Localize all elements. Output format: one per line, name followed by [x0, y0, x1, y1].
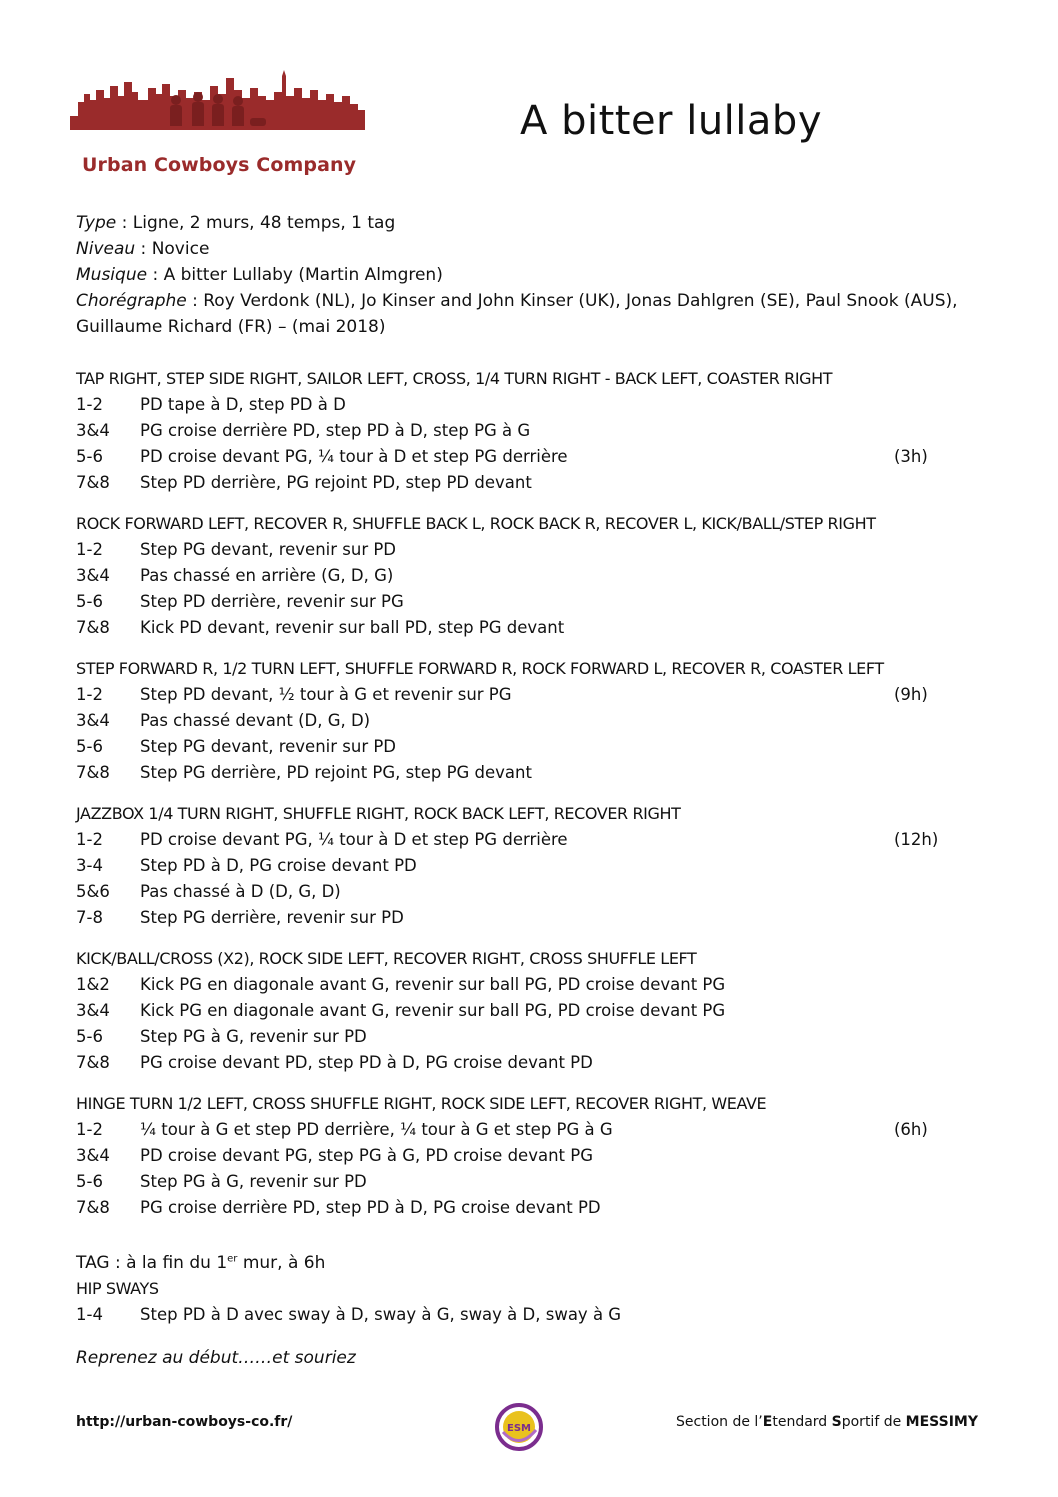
esm-badge-icon [494, 1402, 544, 1452]
step-count: 3-4 [76, 856, 103, 875]
step-count: 5-6 [76, 1172, 103, 1191]
step-row [76, 734, 956, 760]
step-description: PD tape à D, step PD à D [140, 395, 346, 414]
company-name: Urban Cowboys Company [82, 154, 357, 176]
step-row [76, 563, 956, 589]
step-description: Step PD derrière, revenir sur PG [140, 592, 404, 611]
step-count: 3&4 [76, 566, 110, 585]
step-count: 7&8 [76, 1053, 110, 1072]
footer-link[interactable]: http://urban-cowboys-co.fr/ [76, 1414, 293, 1430]
esm-badge-text: ESM [507, 1423, 531, 1434]
tag-line: TAG : à la fin du 1er mur, à 6h [76, 1253, 326, 1273]
step-count: 3&4 [76, 711, 110, 730]
step-row [76, 589, 956, 615]
step-row [76, 879, 956, 905]
step-row [76, 853, 956, 879]
wall-direction: (12h) [894, 830, 939, 849]
step-row [76, 1195, 956, 1221]
step-count: 7&8 [76, 618, 110, 637]
step-description: Step PG derrière, revenir sur PD [140, 908, 404, 927]
step-description: Step PG à G, revenir sur PD [140, 1027, 367, 1046]
step-sections [76, 365, 956, 1235]
step-count: 7&8 [76, 763, 110, 782]
step-row [76, 470, 956, 496]
step-row [76, 1117, 956, 1143]
step-row [76, 1143, 956, 1169]
step-section [76, 1090, 956, 1221]
step-count: 7&8 [76, 1198, 110, 1217]
step-row [76, 682, 956, 708]
step-section [76, 510, 956, 641]
section-title: STEP FORWARD R, 1/2 TURN LEFT, SHUFFLE FORWARD R, ROCK FORWARD L, RECOVER R, COASTER LEFT [76, 659, 884, 678]
tag-title: HIP SWAYS [76, 1279, 159, 1298]
step-row [76, 998, 956, 1024]
section-title: JAZZBOX 1/4 TURN RIGHT, SHUFFLE RIGHT, ROCK BACK LEFT, RECOVER RIGHT [76, 804, 681, 823]
step-count: 1-2 [76, 395, 103, 414]
step-description: PG croise derrière PD, step PD à D, step PG à G [140, 421, 531, 440]
step-description: Step PD à D avec sway à D, sway à G, sway à D, sway à G [140, 1305, 622, 1324]
company-logo [70, 70, 365, 182]
step-description: Step PD à D, PG croise devant PD [140, 856, 417, 875]
skyline-icon [70, 70, 365, 154]
step-count: 3&4 [76, 1001, 110, 1020]
section-title: ROCK FORWARD LEFT, RECOVER R, SHUFFLE BACK L, ROCK BACK R, RECOVER L, KICK/BALL/STEP RIGHT [76, 514, 876, 533]
tag-section [76, 1250, 956, 1328]
step-description: Step PD derrière, PG rejoint PD, step PD devant [140, 473, 532, 492]
step-row [76, 1024, 956, 1050]
step-row [76, 615, 956, 641]
info-music: Musique : A bitter Lullaby (Martin Almgren) [76, 265, 443, 285]
dance-info [76, 210, 996, 340]
info-level: Niveau : Novice [76, 239, 210, 259]
step-section [76, 945, 956, 1076]
section-title: HINGE TURN 1/2 LEFT, CROSS SHUFFLE RIGHT, ROCK SIDE LEFT, RECOVER RIGHT, WEAVE [76, 1094, 767, 1113]
section-title: TAP RIGHT, STEP SIDE RIGHT, SAILOR LEFT, CROSS, 1/4 TURN RIGHT - BACK LEFT, COASTER RIGHT [76, 369, 833, 388]
step-description: Kick PG en diagonale avant G, revenir sur ball PG, PD croise devant PG [140, 1001, 726, 1020]
step-description: PD croise devant PG, step PG à G, PD croise devant PG [140, 1146, 593, 1165]
step-count: 1-2 [76, 540, 103, 559]
step-section [76, 800, 956, 931]
step-count: 5-6 [76, 447, 103, 466]
step-count: 5&6 [76, 882, 110, 901]
info-choreographer: Chorégraphe : Roy Verdonk (NL), Jo Kinser and John Kinser (UK), Jonas Dahlgren (SE), Paul Snook (AUS), Guillaume Richard (FR) – (mai 2018) [76, 291, 958, 337]
closing-note: Reprenez au début……et souriez [76, 1348, 356, 1368]
step-description: Pas chassé à D (D, G, D) [140, 882, 341, 901]
step-row [76, 972, 956, 998]
step-row [76, 537, 956, 563]
info-type: Type : Ligne, 2 murs, 48 temps, 1 tag [76, 213, 396, 233]
step-count: 5-6 [76, 1027, 103, 1046]
wall-direction: (9h) [894, 685, 928, 704]
step-row [76, 708, 956, 734]
step-row [76, 392, 956, 418]
step-description: PG croise devant PD, step PD à D, PG croise devant PD [140, 1053, 593, 1072]
step-description: Step PG à G, revenir sur PD [140, 1172, 367, 1191]
wall-direction: (6h) [894, 1120, 928, 1139]
step-description: Step PG derrière, PD rejoint PG, step PG devant [140, 763, 532, 782]
step-count: 5-6 [76, 592, 103, 611]
step-count: 7-8 [76, 908, 103, 927]
step-description: Pas chassé devant (D, G, D) [140, 711, 371, 730]
step-count: 7&8 [76, 473, 110, 492]
step-section [76, 655, 956, 786]
step-row [76, 1169, 956, 1195]
step-count: 3&4 [76, 421, 110, 440]
step-description: PD croise devant PG, ¼ tour à D et step PG derrière [140, 830, 568, 849]
step-row [76, 418, 956, 444]
step-description: Step PG devant, revenir sur PD [140, 540, 397, 559]
step-description: PG croise derrière PD, step PD à D, PG croise devant PD [140, 1198, 601, 1217]
step-count: 3&4 [76, 1146, 110, 1165]
footer-association: Section de l’Etendard Sportif de MESSIMY [676, 1414, 978, 1430]
step-description: PD croise devant PG, ¼ tour à D et step PG derrière [140, 447, 568, 466]
esm-logo [494, 1402, 544, 1452]
step-description: ¼ tour à G et step PD derrière, ¼ tour à G et step PG à G [140, 1120, 613, 1139]
step-row [76, 760, 956, 786]
page-title: A bitter lullaby [520, 98, 822, 144]
step-description: Kick PG en diagonale avant G, revenir sur ball PG, PD croise devant PG [140, 975, 726, 994]
step-row [76, 1050, 956, 1076]
wall-direction: (3h) [894, 447, 928, 466]
section-title: KICK/BALL/CROSS (X2), ROCK SIDE LEFT, RECOVER RIGHT, CROSS SHUFFLE LEFT [76, 949, 697, 968]
step-section [76, 365, 956, 496]
step-row [76, 905, 956, 931]
step-description: Pas chassé en arrière (G, D, G) [140, 566, 394, 585]
step-count: 1-2 [76, 685, 103, 704]
step-count: 5-6 [76, 737, 103, 756]
step-description: Kick PD devant, revenir sur ball PD, step PG devant [140, 618, 565, 637]
step-row [76, 444, 956, 470]
tag-step [76, 1302, 956, 1328]
step-description: Step PD devant, ½ tour à G et revenir sur PG [140, 685, 512, 704]
step-count: 1&2 [76, 975, 110, 994]
step-count: 1-2 [76, 1120, 103, 1139]
step-count: 1-4 [76, 1305, 103, 1324]
step-count: 1-2 [76, 830, 103, 849]
step-row [76, 827, 956, 853]
step-description: Step PG devant, revenir sur PD [140, 737, 397, 756]
